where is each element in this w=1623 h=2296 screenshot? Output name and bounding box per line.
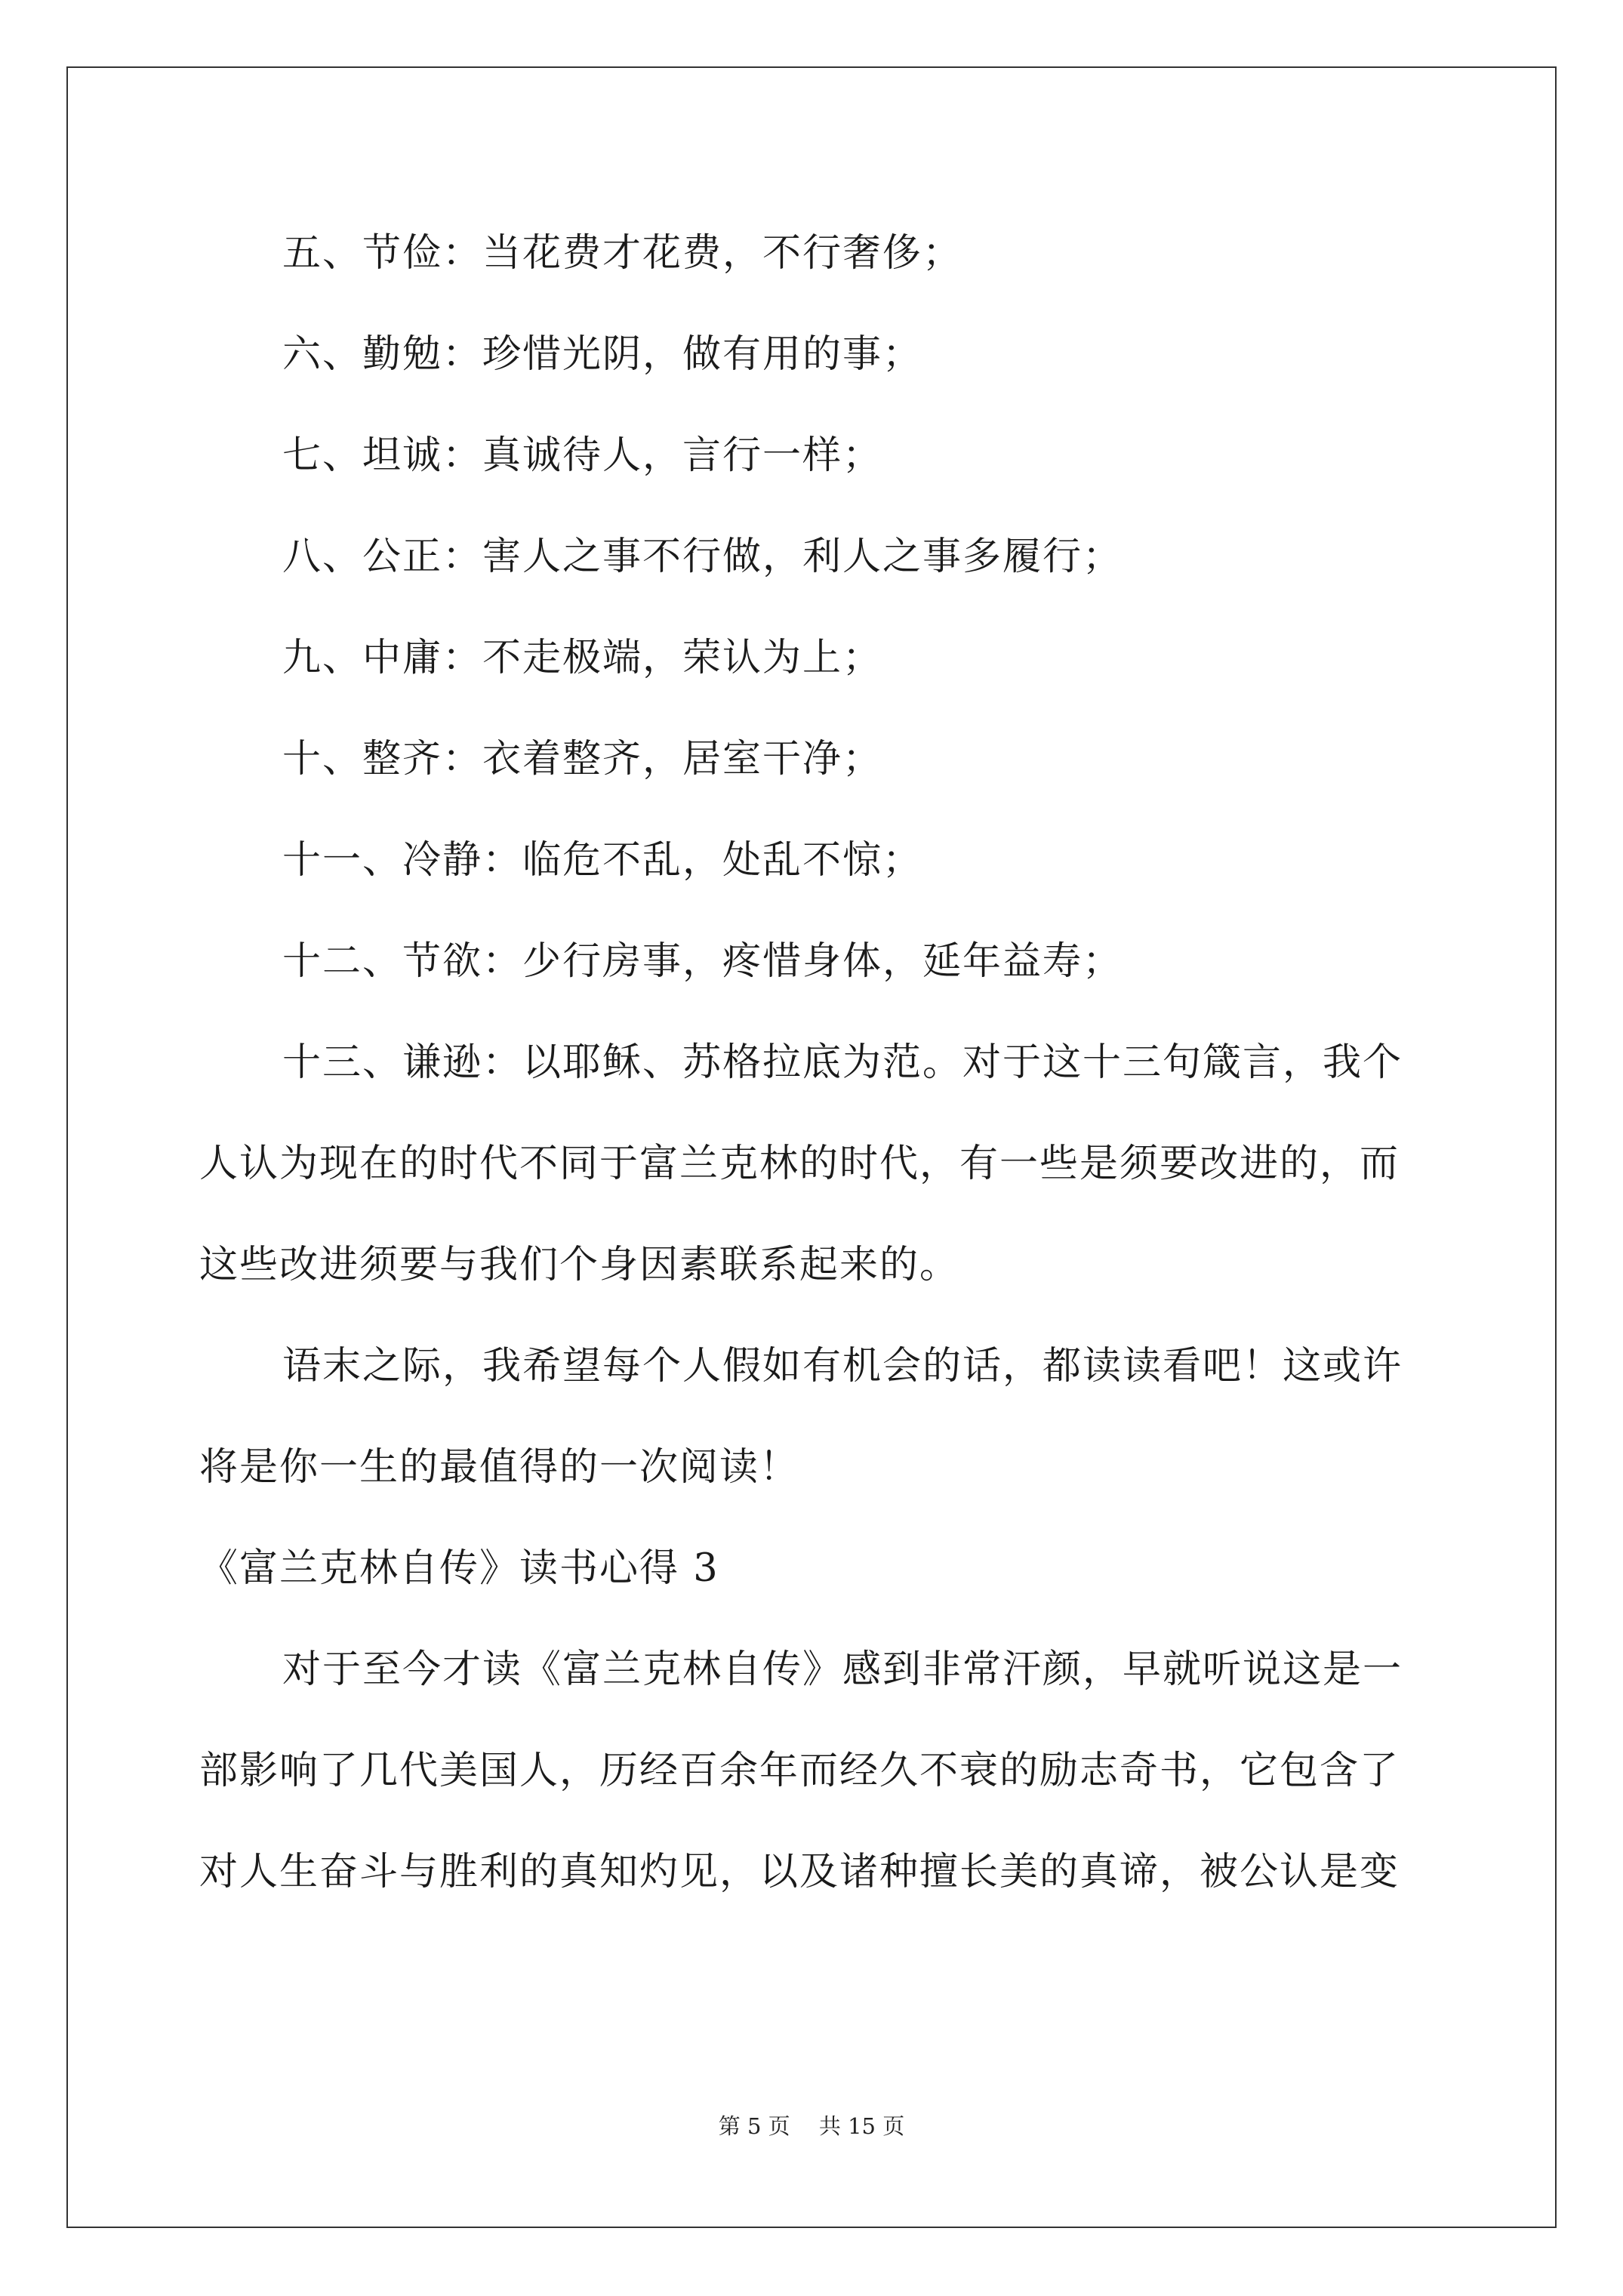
text-line: 将是你一生的最值得的一次阅读！ (199, 1445, 800, 1490)
text-line: 对于至今才读《富兰克林自传》感到非常汗颜，早就听说这是一 (282, 1647, 1403, 1692)
text-line: 十一、冷静：临危不乱，处乱不惊； (282, 838, 923, 883)
text-line: 五、节俭：当花费才花费，不行奢侈； (282, 231, 963, 276)
text-line: 十三、谦逊：以耶稣、苏格拉底为范。对于这十三句箴言，我个 (282, 1040, 1403, 1085)
text-line: 九、中庸：不走极端，荣认为上； (282, 636, 883, 680)
page-number-footer: 第 5 页 共 15 页 (718, 2113, 905, 2139)
text-line: 六、勤勉：珍惜光阴，做有用的事； (282, 332, 923, 377)
text-line: 八、公正：害人之事不行做，利人之事多履行； (282, 535, 1123, 579)
text-line: 十二、节欲：少行房事，疼惜身体，延年益寿； (282, 939, 1123, 984)
text-line: 语末之际，我希望每个人假如有机会的话，都读读看吧！这或许 (282, 1344, 1403, 1388)
section-heading: 《富兰克林自传》读书心得 3 (199, 1546, 719, 1591)
text-line: 对人生奋斗与胜利的真知灼见，以及诸种擅长美的真谛，被公认是变 (199, 1850, 1400, 1894)
text-line: 十、整齐：衣着整齐，居室干净； (282, 737, 883, 781)
text-line: 七、坦诚：真诚待人，言行一样； (282, 433, 883, 478)
text-line: 这些改进须要与我们个身因素联系起来的。 (199, 1243, 960, 1287)
text-line: 人认为现在的时代不同于富兰克林的时代，有一些是须要改进的，而 (199, 1142, 1400, 1186)
text-line: 部影响了几代美国人，历经百余年而经久不衰的励志奇书，它包含了 (199, 1749, 1400, 1793)
